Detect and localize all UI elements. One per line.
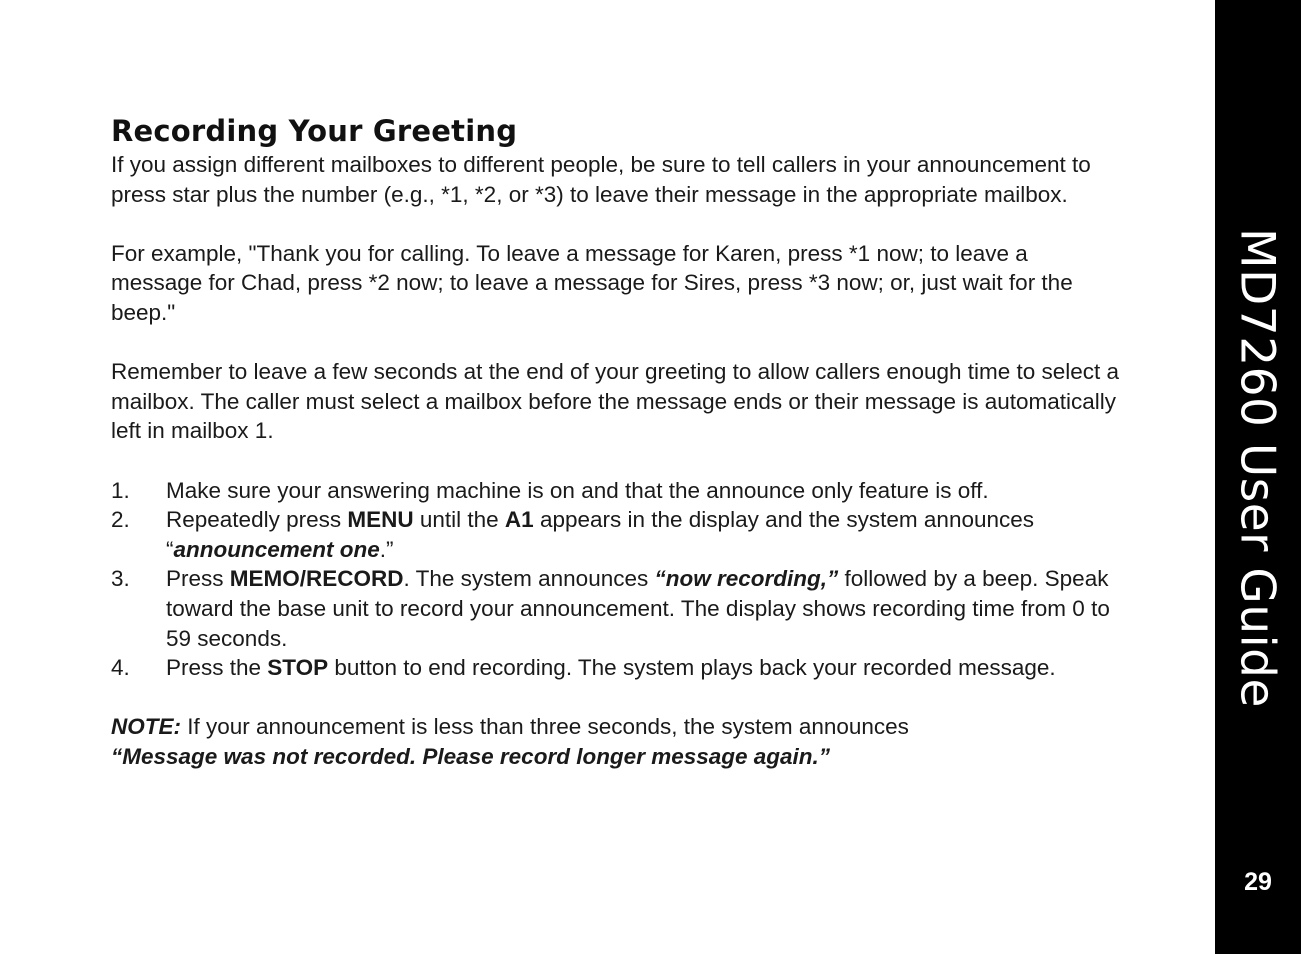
steps-list [111,476,1121,683]
step-text: Repeatedly press [166,507,348,533]
announcement-phrase: “now recording,” [654,566,839,592]
step-item [111,653,1121,683]
menu-key-label: MENU [347,507,414,533]
section-heading: Recording Your Greeting [111,114,518,148]
step-number: 2. [111,507,130,533]
stop-key-label: STOP [267,655,329,681]
paragraph-example: For example, "Thank you for calling. To leave a message for Karen, press *1 now; to leave a message for Chad, press *2 now; to leave a message for Sires, press *3 now; or, just wait for the beep." [111,240,1073,325]
guide-title: MD7260 User Guide [1229,228,1285,708]
step-item [111,564,1121,653]
step-number: 3. [111,566,130,592]
step-text: Make sure your answering machine is on and that the announce only feature is off. [166,477,989,503]
step-text: .” [379,536,394,562]
note-label: NOTE: [111,714,181,740]
note-quote: “Message was not recorded. Please record longer message again.” [111,743,831,769]
sidebar [1215,0,1301,954]
step-text: . The system announces [403,566,655,592]
step-text: Press [166,566,230,592]
step-item [111,476,1121,506]
step-item [111,505,1121,564]
memo-record-key-label: MEMO/RECORD [229,566,404,592]
step-text: Press the [166,655,268,681]
step-text: button to end recording. The system plays back your recorded message. [328,655,1056,681]
display-code: A1 [504,507,534,533]
note-paragraph [111,712,1121,771]
step-text: appears in the display and the system announces “ [166,507,1035,562]
paragraph-mailbox-intro: If you assign different mailboxes to different people, be sure to tell callers in your announcement to press star plus the number (e.g., *1, *2, or *3) to leave their message in the appropriate mailbox. [111,152,1091,207]
note-text: If your announcement is less than three seconds, the system announces [181,714,909,740]
step-text: until the [413,507,505,533]
step-number: 1. [111,477,130,503]
page-content [111,112,1121,771]
paragraph-remember: Remember to leave a few seconds at the end of your greeting to allow callers enough time to select a mailbox. The caller must select a mailbox before the message ends or their message is automatically left in mailbox 1. [111,359,1120,444]
page-number: 29 [1244,868,1272,896]
step-number: 4. [111,655,130,681]
step-text: followed by a beep. Speak toward the base unit to record your announcement. The display shows recording time from 0 to 59 seconds. [166,566,1110,651]
announcement-phrase: announcement one [173,536,380,562]
